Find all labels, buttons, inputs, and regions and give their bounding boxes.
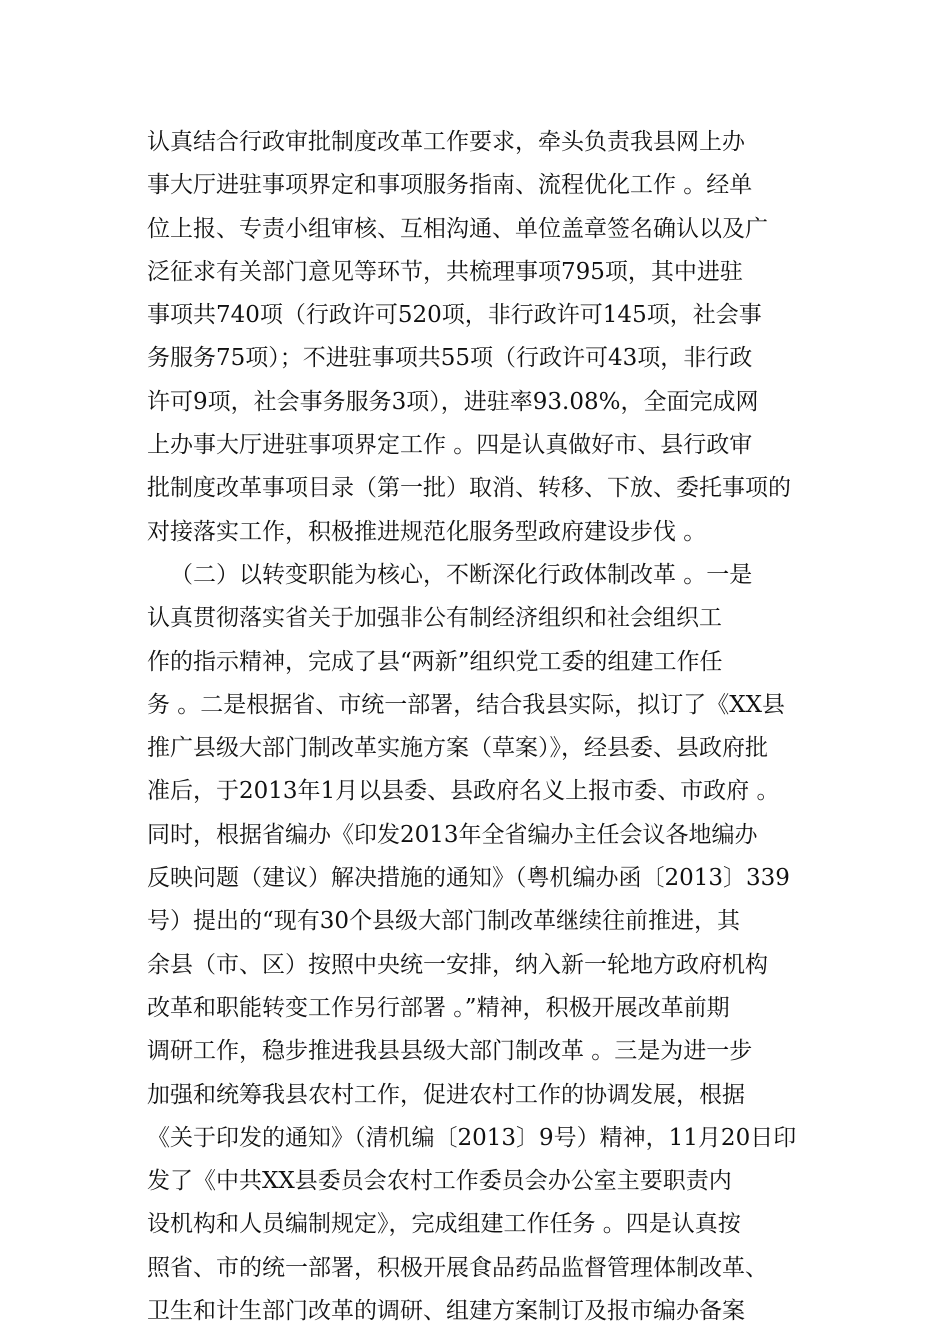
text-line-20: 余县（市、区）按照中央统一安排，纳入新一轮地方政府机构 bbox=[147, 951, 768, 978]
text-line-19: 号）提出的“现有30个县级大部门制改革继续往前推进，其 bbox=[147, 908, 741, 935]
text-line-28: 卫生和计生部门改革的调研、组建方案制订及报市编办备案 bbox=[147, 1298, 745, 1325]
text-line-3: 位上报、专责小组审核、互相沟通、单位盖章签名确认以及广 bbox=[147, 215, 768, 242]
text-line-7: 许可9项，社会事务服务3项），进驻率93.08%，全面完成网 bbox=[147, 388, 759, 415]
text-line-26: 设机构和人员编制规定》，完成组建工作任务 。四是认真按 bbox=[147, 1211, 741, 1238]
text-line-25: 发了《中共XX县委员会农村工作委员会办公室主要职责内 bbox=[147, 1168, 732, 1195]
text-line-13: 作的指示精神，完成了县“两新”组织党工委的组建工作任 bbox=[147, 648, 723, 675]
text-line-21: 改革和职能转变工作另行部署 。”精神，积极开展改革前期 bbox=[147, 994, 730, 1021]
text-line-23: 加强和统筹我县农村工作，促进农村工作的协调发展，根据 bbox=[147, 1081, 745, 1108]
text-line-6: 务服务75项）；不进驻事项共55项（行政许可43项，非行政 bbox=[147, 345, 753, 372]
text-line-10: 对接落实工作，积极推进规范化服务型政府建设步伐 。 bbox=[147, 518, 707, 545]
text-line-27: 照省、市的统一部署，积极开展食品药品监督管理体制改革、 bbox=[147, 1254, 768, 1281]
section-heading-line: （二）以转变职能为核心，不断深化行政体制改革 。一是 bbox=[170, 561, 753, 588]
text-line-8: 上办事大厅进驻事项界定工作 。四是认真做好市、县行政审 bbox=[147, 432, 753, 459]
body-text bbox=[147, 121, 815, 1333]
text-line-22: 调研工作，稳步推进我县县级大部门制改革 。三是为进一步 bbox=[147, 1038, 753, 1065]
text-line-5: 事项共740项（行政许可520项，非行政许可145项，社会事 bbox=[147, 302, 762, 329]
text-line-14: 务 。二是根据省、市统一部署，结合我县实际，拟订了《XX县 bbox=[147, 691, 786, 718]
text-line-4: 泛征求有关部门意见等环节，共梳理事项795项，其中进驻 bbox=[147, 258, 743, 285]
text-line-1: 认真结合行政审批制度改革工作要求，牵头负责我县网上办 bbox=[147, 129, 745, 155]
text-line-24: 《关于印发的通知》（清机编〔2013〕9号）精神，11月20日印 bbox=[147, 1124, 797, 1151]
text-line-9: 批制度改革事项目录（第一批）取消、转移、下放、委托事项的 bbox=[147, 475, 791, 502]
text-line-16: 准后，于2013年1月以县委、县政府名义上报市委、市政府 。 bbox=[147, 778, 780, 805]
text-line-17: 同时，根据省编办《印发2013年全省编办主任会议各地编办 bbox=[147, 821, 758, 848]
text-line-18: 反映问题（建议）解决措施的通知》（粤机编办函〔2013〕339 bbox=[147, 865, 790, 892]
text-line-15: 推广县级大部门制改革实施方案（草案）》，经县委、县政府批 bbox=[147, 735, 768, 762]
text-line-12: 认真贯彻落实省关于加强非公有制经济组织和社会组织工 bbox=[147, 605, 722, 632]
text-line-2: 事大厅进驻事项界定和事项服务指南、流程优化工作 。经单 bbox=[147, 172, 753, 199]
